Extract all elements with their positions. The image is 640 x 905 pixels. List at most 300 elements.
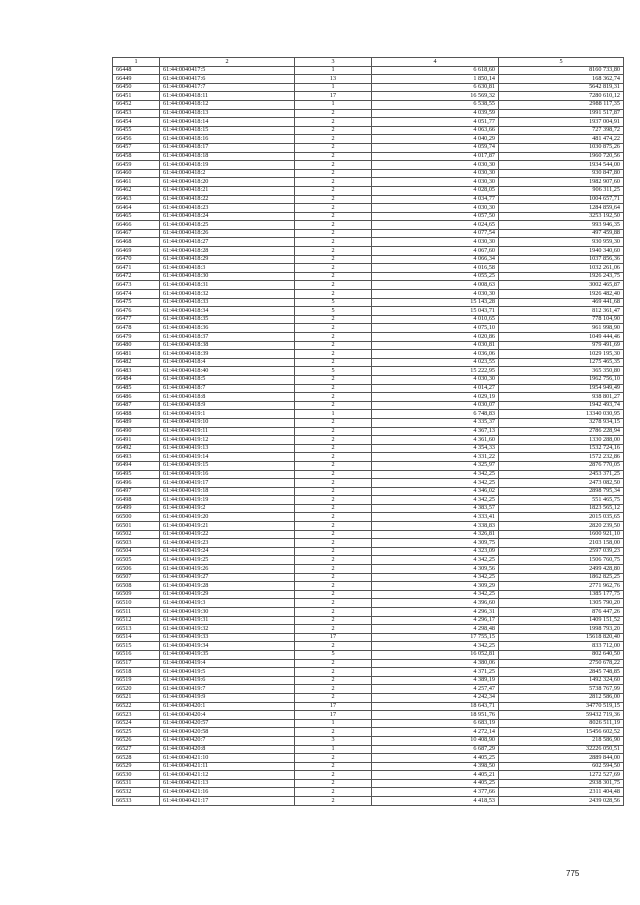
cadastral-number-cell: 61:44:0040418:38 <box>160 341 295 350</box>
area-cell: 4 055,25 <box>372 272 499 281</box>
cadastral-number-cell: 61:44:0040419:4 <box>160 659 295 668</box>
area-cell: 4 377,66 <box>372 788 499 797</box>
table-row <box>113 427 624 436</box>
count-cell: 2 <box>295 565 372 574</box>
value-cell: 876 447,26 <box>499 608 624 617</box>
value-cell: 2750 678,22 <box>499 659 624 668</box>
column-header-4: 4 <box>372 58 499 67</box>
area-cell: 18 951,76 <box>372 711 499 720</box>
count-cell: 2 <box>295 212 372 221</box>
table-row <box>113 75 624 84</box>
area-cell: 6 618,60 <box>372 66 499 75</box>
area-cell: 15 143,28 <box>372 298 499 307</box>
area-cell: 4 014,27 <box>372 384 499 393</box>
row-number-cell: 66485 <box>113 384 160 393</box>
row-number-cell: 66531 <box>113 779 160 788</box>
area-cell: 4 367,13 <box>372 427 499 436</box>
cadastral-number-cell: 61:44:0040419:2 <box>160 504 295 513</box>
table-row <box>113 573 624 582</box>
cadastral-number-cell: 61:44:0040419:1 <box>160 410 295 419</box>
row-number-cell: 66504 <box>113 547 160 556</box>
value-cell: 1940 340,60 <box>499 247 624 256</box>
table-row <box>113 504 624 513</box>
table-row <box>113 401 624 410</box>
cadastral-number-cell: 61:44:0040418:13 <box>160 109 295 118</box>
row-number-cell: 66453 <box>113 109 160 118</box>
value-cell: 1991 517,87 <box>499 109 624 118</box>
area-cell: 4 342,25 <box>372 642 499 651</box>
value-cell: 1492 324,60 <box>499 676 624 685</box>
row-number-cell: 66451 <box>113 92 160 101</box>
value-cell: 218 586,90 <box>499 736 624 745</box>
count-cell: 17 <box>295 702 372 711</box>
value-cell: 481 474,22 <box>499 135 624 144</box>
cadastral-number-cell: 61:44:0040420:1 <box>160 702 295 711</box>
value-cell: 1004 657,71 <box>499 195 624 204</box>
row-number-cell: 66477 <box>113 315 160 324</box>
table-row <box>113 659 624 668</box>
count-cell: 2 <box>295 384 372 393</box>
cadastral-number-cell: 61:44:0040421:16 <box>160 788 295 797</box>
cadastral-number-cell: 61:44:0040418:25 <box>160 221 295 230</box>
row-number-cell: 66478 <box>113 324 160 333</box>
table-row <box>113 676 624 685</box>
value-cell: 3278 934,15 <box>499 418 624 427</box>
count-cell: 2 <box>295 204 372 213</box>
count-cell: 2 <box>295 668 372 677</box>
cadastral-number-cell: 61:44:0040419:12 <box>160 436 295 445</box>
count-cell: 13 <box>295 75 372 84</box>
table-row <box>113 513 624 522</box>
area-cell: 4 067,60 <box>372 247 499 256</box>
row-number-cell: 66533 <box>113 797 160 806</box>
table-row <box>113 324 624 333</box>
table-row <box>113 779 624 788</box>
value-cell: 7280 610,12 <box>499 92 624 101</box>
table-row <box>113 590 624 599</box>
table-row <box>113 393 624 402</box>
count-cell: 2 <box>295 169 372 178</box>
table-row <box>113 788 624 797</box>
area-cell: 4 323,09 <box>372 547 499 556</box>
value-cell: 2845 748,85 <box>499 668 624 677</box>
cadastral-number-cell: 61:44:0040419:23 <box>160 539 295 548</box>
table-row <box>113 238 624 247</box>
count-cell: 2 <box>295 539 372 548</box>
value-cell: 1284 859,64 <box>499 204 624 213</box>
value-cell: 1532 724,16 <box>499 444 624 453</box>
value-cell: 2453 371,25 <box>499 470 624 479</box>
column-header-5: 5 <box>499 58 624 67</box>
table-row <box>113 195 624 204</box>
value-cell: 602 594,50 <box>499 762 624 771</box>
row-number-cell: 66454 <box>113 118 160 127</box>
area-cell: 4 418,53 <box>372 797 499 806</box>
table-row <box>113 264 624 273</box>
value-cell: 1385 177,75 <box>499 590 624 599</box>
cadastral-number-cell: 61:44:0040418:20 <box>160 178 295 187</box>
cadastral-number-cell: 61:44:0040418:14 <box>160 118 295 127</box>
count-cell: 5 <box>295 298 372 307</box>
row-number-cell: 66476 <box>113 307 160 316</box>
area-cell: 4 346,02 <box>372 487 499 496</box>
cadastral-number-cell: 61:44:0040419:14 <box>160 453 295 462</box>
table-row <box>113 771 624 780</box>
count-cell: 2 <box>295 290 372 299</box>
row-number-cell: 66524 <box>113 719 160 728</box>
row-number-cell: 66527 <box>113 745 160 754</box>
area-cell: 15 043,71 <box>372 307 499 316</box>
row-number-cell: 66465 <box>113 212 160 221</box>
count-cell: 2 <box>295 676 372 685</box>
count-cell: 2 <box>295 659 372 668</box>
cadastral-number-cell: 61:44:0040419:28 <box>160 582 295 591</box>
row-number-cell: 66480 <box>113 341 160 350</box>
value-cell: 1982 907,60 <box>499 178 624 187</box>
value-cell: 961 998,90 <box>499 324 624 333</box>
table-row <box>113 109 624 118</box>
value-cell: 3253 192,50 <box>499 212 624 221</box>
area-cell: 4 383,57 <box>372 504 499 513</box>
row-number-cell: 66452 <box>113 100 160 109</box>
table-row <box>113 719 624 728</box>
cadastral-number-cell: 61:44:0040418:19 <box>160 161 295 170</box>
cadastral-number-cell: 61:44:0040418:8 <box>160 393 295 402</box>
cadastral-number-cell: 61:44:0040419:27 <box>160 573 295 582</box>
table-row <box>113 272 624 281</box>
count-cell: 2 <box>295 178 372 187</box>
value-cell: 3002 465,87 <box>499 281 624 290</box>
cadastral-number-cell: 61:44:0040419:22 <box>160 530 295 539</box>
row-number-cell: 66519 <box>113 676 160 685</box>
row-number-cell: 66503 <box>113 539 160 548</box>
table-row <box>113 143 624 152</box>
table-row <box>113 118 624 127</box>
row-number-cell: 66530 <box>113 771 160 780</box>
count-cell: 2 <box>295 496 372 505</box>
row-number-cell: 66474 <box>113 290 160 299</box>
area-cell: 4 030,30 <box>372 238 499 247</box>
cadastral-number-cell: 61:44:0040419:18 <box>160 487 295 496</box>
value-cell: 1330 288,00 <box>499 436 624 445</box>
area-cell: 4 028,05 <box>372 186 499 195</box>
value-cell: 1030 875,26 <box>499 143 624 152</box>
area-cell: 4 335,37 <box>372 418 499 427</box>
row-number-cell: 66460 <box>113 169 160 178</box>
table-row <box>113 728 624 737</box>
value-cell: 5642 819,31 <box>499 83 624 92</box>
column-header-2: 2 <box>160 58 295 67</box>
count-cell: 2 <box>295 195 372 204</box>
value-cell: 1275 465,35 <box>499 358 624 367</box>
value-cell: 979 491,69 <box>499 341 624 350</box>
table-row <box>113 685 624 694</box>
cadastral-number-cell: 61:44:0040418:22 <box>160 195 295 204</box>
cadastral-number-cell: 61:44:0040418:30 <box>160 272 295 281</box>
value-cell: 551 465,75 <box>499 496 624 505</box>
cadastral-number-cell: 61:44:0040419:15 <box>160 461 295 470</box>
area-cell: 4 389,19 <box>372 676 499 685</box>
area-cell: 4 296,17 <box>372 616 499 625</box>
count-cell: 2 <box>295 771 372 780</box>
value-cell: 1049 444,46 <box>499 333 624 342</box>
value-cell: 2439 028,56 <box>499 797 624 806</box>
area-cell: 1 850,14 <box>372 75 499 84</box>
cadastral-number-cell: 61:44:0040418:11 <box>160 92 295 101</box>
area-cell: 4 342,25 <box>372 470 499 479</box>
row-number-cell: 66486 <box>113 393 160 402</box>
value-cell: 59432 719,36 <box>499 711 624 720</box>
value-cell: 2499 428,80 <box>499 565 624 574</box>
count-cell: 2 <box>295 693 372 702</box>
table-row <box>113 298 624 307</box>
row-number-cell: 66475 <box>113 298 160 307</box>
row-number-cell: 66458 <box>113 152 160 161</box>
value-cell: 1409 151,52 <box>499 616 624 625</box>
area-cell: 4 066,34 <box>372 255 499 264</box>
cadastral-number-cell: 61:44:0040418:3 <box>160 264 295 273</box>
cadastral-number-cell: 61:44:0040419:34 <box>160 642 295 651</box>
count-cell: 2 <box>295 333 372 342</box>
count-cell: 2 <box>295 118 372 127</box>
cadastral-number-cell: 61:44:0040419:35 <box>160 650 295 659</box>
area-cell: 4 057,50 <box>372 212 499 221</box>
value-cell: 497 459,88 <box>499 229 624 238</box>
area-cell: 4 309,75 <box>372 539 499 548</box>
value-cell: 1998 793,20 <box>499 625 624 634</box>
count-cell: 5 <box>295 367 372 376</box>
table-row <box>113 307 624 316</box>
row-number-cell: 66497 <box>113 487 160 496</box>
row-number-cell: 66468 <box>113 238 160 247</box>
value-cell: 938 801,27 <box>499 393 624 402</box>
area-cell: 6 687,29 <box>372 745 499 754</box>
count-cell: 2 <box>295 685 372 694</box>
value-cell: 2786 228,94 <box>499 427 624 436</box>
count-cell: 3 <box>295 736 372 745</box>
row-number-cell: 66457 <box>113 143 160 152</box>
value-cell: 1037 856,36 <box>499 255 624 264</box>
value-cell: 812 361,47 <box>499 307 624 316</box>
cadastral-number-cell: 61:44:0040418:15 <box>160 126 295 135</box>
area-cell: 4 398,50 <box>372 762 499 771</box>
row-number-cell: 66505 <box>113 556 160 565</box>
table-row <box>113 650 624 659</box>
count-cell: 2 <box>295 788 372 797</box>
row-number-cell: 66514 <box>113 633 160 642</box>
count-cell: 17 <box>295 711 372 720</box>
table-row <box>113 762 624 771</box>
count-cell: 2 <box>295 186 372 195</box>
cadastral-number-cell: 61:44:0040418:33 <box>160 298 295 307</box>
area-cell: 4 036,06 <box>372 350 499 359</box>
row-number-cell: 66461 <box>113 178 160 187</box>
count-cell: 2 <box>295 229 372 238</box>
count-cell: 2 <box>295 358 372 367</box>
area-cell: 4 075,10 <box>372 324 499 333</box>
count-cell: 17 <box>295 633 372 642</box>
value-cell: 1926 482,40 <box>499 290 624 299</box>
value-cell: 469 441,68 <box>499 298 624 307</box>
table-row <box>113 745 624 754</box>
cadastral-number-cell: 61:44:0040418:21 <box>160 186 295 195</box>
area-cell: 4 342,25 <box>372 496 499 505</box>
area-cell: 4 405,25 <box>372 779 499 788</box>
count-cell: 2 <box>295 625 372 634</box>
table-row <box>113 479 624 488</box>
row-number-cell: 66450 <box>113 83 160 92</box>
area-cell: 4 361,60 <box>372 436 499 445</box>
value-cell: 1600 921,10 <box>499 530 624 539</box>
value-cell: 778 104,90 <box>499 315 624 324</box>
value-cell: 1937 004,91 <box>499 118 624 127</box>
cadastral-number-cell: 61:44:0040419:10 <box>160 418 295 427</box>
cadastral-number-cell: 61:44:0040418:31 <box>160 281 295 290</box>
cadastral-number-cell: 61:44:0040419:17 <box>160 479 295 488</box>
value-cell: 930 847,80 <box>499 169 624 178</box>
table-row <box>113 565 624 574</box>
value-cell: 2015 035,65 <box>499 513 624 522</box>
value-cell: 8160 733,80 <box>499 66 624 75</box>
count-cell: 2 <box>295 281 372 290</box>
table-row <box>113 461 624 470</box>
table-row <box>113 410 624 419</box>
cadastral-number-cell: 61:44:0040419:33 <box>160 633 295 642</box>
value-cell: 2771 962,76 <box>499 582 624 591</box>
table-body <box>113 66 624 805</box>
value-cell: 168 362,74 <box>499 75 624 84</box>
row-number-cell: 66469 <box>113 247 160 256</box>
table-row <box>113 83 624 92</box>
cadastral-number-cell: 61:44:0040420:4 <box>160 711 295 720</box>
area-cell: 15 222,95 <box>372 367 499 376</box>
area-cell: 4 051,77 <box>372 118 499 127</box>
count-cell: 2 <box>295 479 372 488</box>
cadastral-number-cell: 61:44:0040418:28 <box>160 247 295 256</box>
count-cell: 2 <box>295 762 372 771</box>
cadastral-number-cell: 61:44:0040419:5 <box>160 668 295 677</box>
area-cell: 4 059,74 <box>372 143 499 152</box>
cadastral-number-cell: 61:44:0040419:24 <box>160 547 295 556</box>
area-cell: 4 326,81 <box>372 530 499 539</box>
page-number: 775 <box>566 869 580 878</box>
count-cell: 2 <box>295 264 372 273</box>
area-cell: 4 023,55 <box>372 358 499 367</box>
area-cell: 4 016,58 <box>372 264 499 273</box>
cadastral-number-cell: 61:44:0040418:39 <box>160 350 295 359</box>
count-cell: 2 <box>295 513 372 522</box>
row-number-cell: 66464 <box>113 204 160 213</box>
count-cell: 1 <box>295 100 372 109</box>
value-cell: 993 946,35 <box>499 221 624 230</box>
table-row <box>113 616 624 625</box>
cadastral-number-cell: 61:44:0040418:35 <box>160 315 295 324</box>
table-row <box>113 625 624 634</box>
cadastral-number-cell: 61:44:0040420:7 <box>160 736 295 745</box>
table-row <box>113 100 624 109</box>
area-cell: 4 077,54 <box>372 229 499 238</box>
cadastral-number-cell: 61:44:0040418:12 <box>160 100 295 109</box>
cadastral-number-cell: 61:44:0040418:29 <box>160 255 295 264</box>
row-number-cell: 66456 <box>113 135 160 144</box>
row-number-cell: 66525 <box>113 728 160 737</box>
value-cell: 2938 301,75 <box>499 779 624 788</box>
value-cell: 8026 511,19 <box>499 719 624 728</box>
table-row <box>113 169 624 178</box>
table-row <box>113 126 624 135</box>
cadastral-number-cell: 61:44:0040419:29 <box>160 590 295 599</box>
row-number-cell: 66498 <box>113 496 160 505</box>
row-number-cell: 66520 <box>113 685 160 694</box>
row-number-cell: 66483 <box>113 367 160 376</box>
row-number-cell: 66455 <box>113 126 160 135</box>
cadastral-number-cell: 61:44:0040418:24 <box>160 212 295 221</box>
table-row <box>113 290 624 299</box>
count-cell: 2 <box>295 453 372 462</box>
value-cell: 1942 493,74 <box>499 401 624 410</box>
cadastral-number-cell: 61:44:0040419:25 <box>160 556 295 565</box>
area-cell: 4 020,86 <box>372 333 499 342</box>
value-cell: 5738 767,99 <box>499 685 624 694</box>
value-cell: 930 959,30 <box>499 238 624 247</box>
cadastral-number-cell: 61:44:0040418:26 <box>160 229 295 238</box>
row-number-cell: 66506 <box>113 565 160 574</box>
row-number-cell: 66512 <box>113 616 160 625</box>
count-cell: 2 <box>295 461 372 470</box>
area-cell: 4 331,22 <box>372 453 499 462</box>
table-row <box>113 668 624 677</box>
cadastral-number-cell: 61:44:0040417:5 <box>160 66 295 75</box>
count-cell: 2 <box>295 504 372 513</box>
value-cell: 2889 844,00 <box>499 754 624 763</box>
cadastral-number-cell: 61:44:0040418:27 <box>160 238 295 247</box>
area-cell: 6 748,83 <box>372 410 499 419</box>
count-cell: 2 <box>295 152 372 161</box>
table-row <box>113 582 624 591</box>
count-cell: 2 <box>295 487 372 496</box>
cadastral-number-cell: 61:44:0040421:10 <box>160 754 295 763</box>
table-row <box>113 66 624 75</box>
column-header-3: 3 <box>295 58 372 67</box>
count-cell: 2 <box>295 427 372 436</box>
table-row <box>113 350 624 359</box>
count-cell: 1 <box>295 719 372 728</box>
count-cell: 2 <box>295 238 372 247</box>
value-cell: 2103 158,00 <box>499 539 624 548</box>
area-cell: 4 380,06 <box>372 659 499 668</box>
table-row <box>113 92 624 101</box>
row-number-cell: 66491 <box>113 436 160 445</box>
count-cell: 2 <box>295 393 372 402</box>
cadastral-number-cell: 61:44:0040418:5 <box>160 375 295 384</box>
cadastral-number-cell: 61:44:0040418:16 <box>160 135 295 144</box>
area-cell: 4 354,33 <box>372 444 499 453</box>
data-table <box>112 57 624 806</box>
area-cell: 4 338,83 <box>372 522 499 531</box>
table-row <box>113 736 624 745</box>
row-number-cell: 66488 <box>113 410 160 419</box>
row-number-cell: 66482 <box>113 358 160 367</box>
row-number-cell: 66509 <box>113 590 160 599</box>
row-number-cell: 66521 <box>113 693 160 702</box>
value-cell: 1960 720,56 <box>499 152 624 161</box>
area-cell: 4 030,30 <box>372 169 499 178</box>
cadastral-number-cell: 61:44:0040418:18 <box>160 152 295 161</box>
count-cell: 1 <box>295 66 372 75</box>
row-number-cell: 66532 <box>113 788 160 797</box>
table-row <box>113 221 624 230</box>
value-cell: 833 712,00 <box>499 642 624 651</box>
